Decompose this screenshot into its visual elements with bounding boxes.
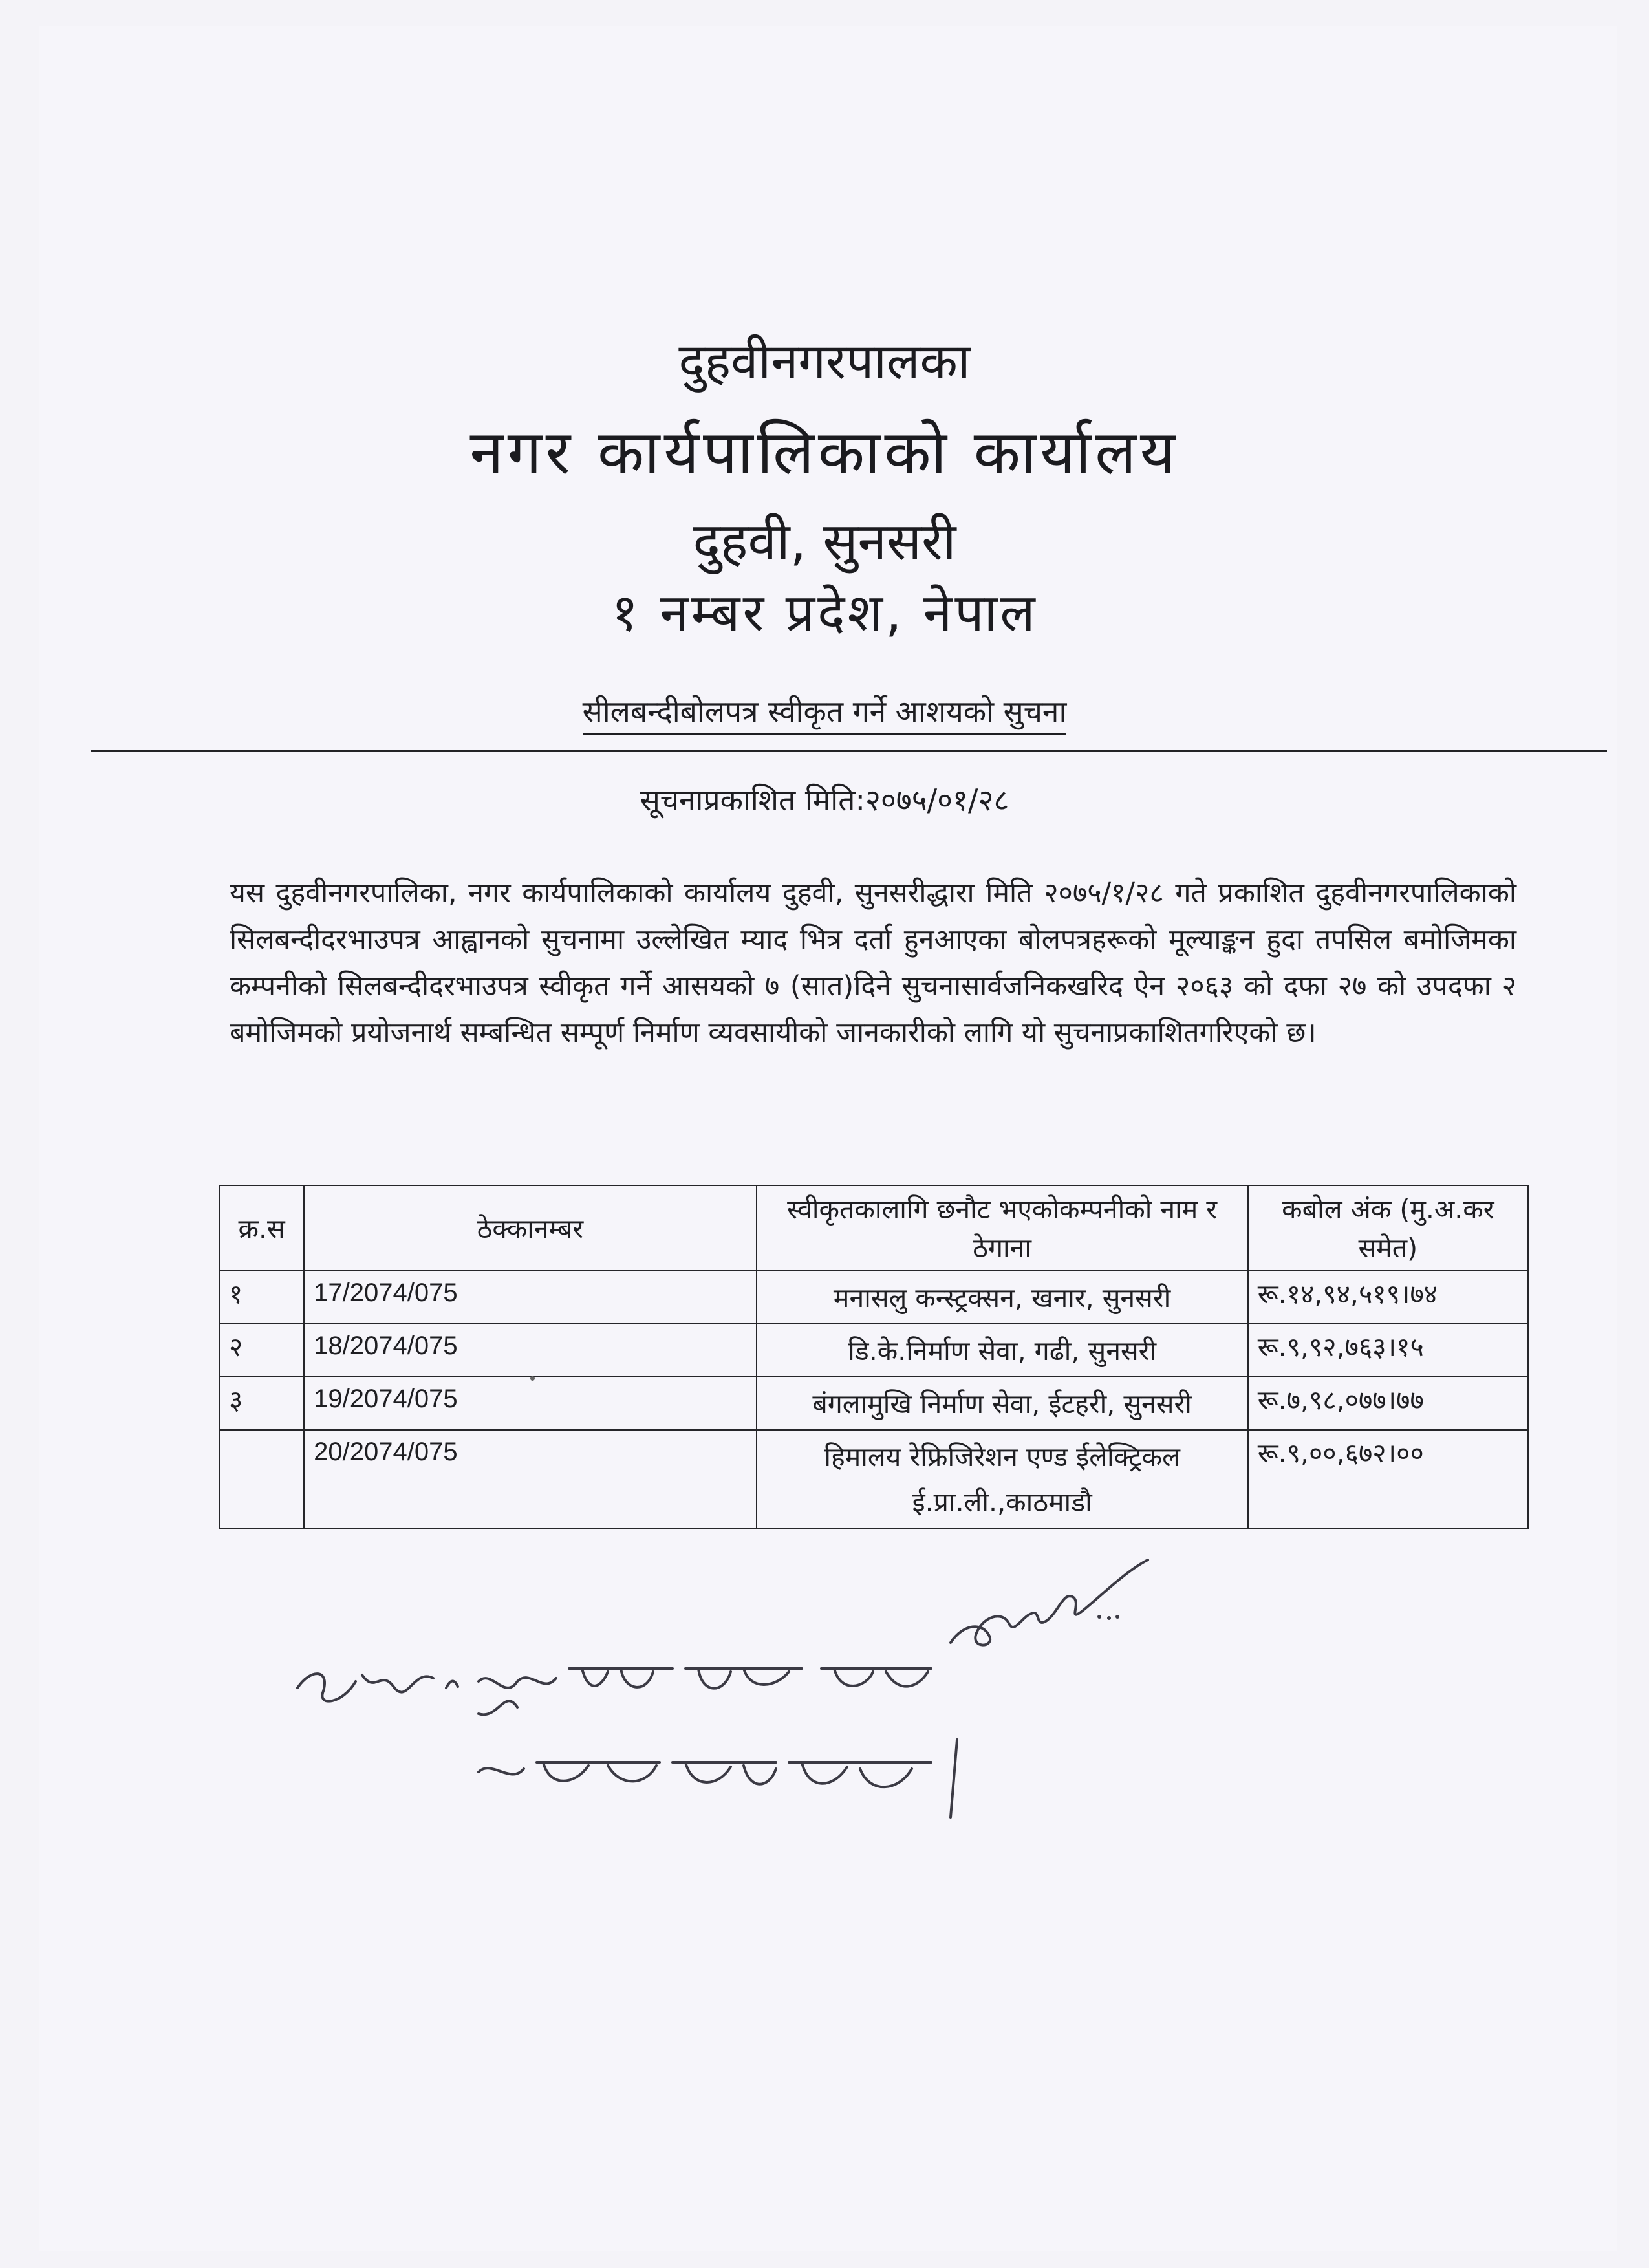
row-amount: रू.७,९८,०७७।७७ bbox=[1248, 1377, 1528, 1430]
row-contract-no: 20/2074/075 bbox=[304, 1430, 756, 1528]
municipality-name: दुहवीनगरपालका bbox=[678, 332, 971, 390]
province-line: १ नम्बर प्रदेश, नेपाल bbox=[611, 583, 1038, 643]
row-sn: २ bbox=[219, 1324, 304, 1377]
row-company: हिमालय रेफ्रिजिरेशन एण्ड ईलेक्ट्रिकल ई.प्रा.ली.,काठमाडौ bbox=[757, 1430, 1248, 1528]
header-company: स्वीकृतकालागि छनौट भएकोकम्पनीको नाम र ठेगाना bbox=[757, 1185, 1248, 1271]
office-name: नगर कार्यपालिकाको कार्यालय bbox=[469, 418, 1180, 488]
signature bbox=[944, 1546, 1151, 1656]
table-row bbox=[219, 1430, 1528, 1528]
handwritten-note bbox=[285, 1643, 1061, 1830]
row-sn: ३ bbox=[219, 1377, 304, 1430]
table-header-row bbox=[219, 1185, 1528, 1271]
table-row bbox=[219, 1324, 1528, 1377]
row-company: बंगलामुखि निर्माण सेवा, ईटहरी, सुनसरी bbox=[757, 1377, 1248, 1430]
row-amount: रू.९,००,६७२।०० bbox=[1248, 1430, 1528, 1528]
row-company: डि.के.निर्माण सेवा, गढी, सुनसरी bbox=[757, 1324, 1248, 1377]
awarded-bids-table bbox=[219, 1185, 1529, 1529]
row-amount: रू.९,९२,७६३।१५ bbox=[1248, 1324, 1528, 1377]
header-contract-no: ठेक्कानम्बर bbox=[304, 1185, 756, 1271]
header-sn: क्र.स bbox=[219, 1185, 304, 1271]
notice-subject-text: सीलबन्दीबोलपत्र स्वीकृत गर्ने आशयको सुचना bbox=[583, 694, 1067, 735]
table-row bbox=[219, 1377, 1528, 1430]
paper-speck bbox=[530, 1376, 535, 1381]
row-contract-no: 17/2074/075 bbox=[304, 1271, 756, 1324]
office-address: दुहवी, सुनसरी bbox=[693, 512, 956, 572]
notice-subject bbox=[0, 691, 1649, 731]
row-amount: रू.१४,९४,५१९।७४ bbox=[1248, 1271, 1528, 1324]
published-date: सूचनाप्रकाशित मिति:२०७५/०१/२८ bbox=[640, 783, 1009, 817]
row-sn bbox=[219, 1430, 304, 1528]
row-sn: १ bbox=[219, 1271, 304, 1324]
row-contract-no: 19/2074/075 bbox=[304, 1377, 756, 1430]
row-contract-no: 18/2074/075 bbox=[304, 1324, 756, 1377]
notice-body: यस दुहवीनगरपालिका, नगर कार्यपालिकाको कार्यालय दुहवी, सुनसरीद्धारा मिति २०७५/१/२८ गते प्रकाशित दुहवीनगरपालिकाको सिलबन्दीदरभाउपत्र आह्वानको सुचनामा उल्लेखित म्याद भित्र दर्ता हुनआएका बोलपत्रहरूको मूल्याङ्कन हुदा तपसिल बमोजिमका कम्पनीको सिलबन्दीदरभाउपत्र स्वीकृत गर्ने आसयको ७ (सात)दिने सुचनासार्वजनिकखरिद ऐन २०६३ को दफा २७ को उपदफा २ बमोजिमको प्रयोजनार्थ सम्बन्धित सम्पूर्ण निर्माण व्यवसायीको जानकारीको लागि यो सुचनाप्रकाशितगरिएको छ। bbox=[230, 877, 1516, 1049]
table-row bbox=[219, 1271, 1528, 1324]
header-amount: कबोल अंक (मु.अ.कर समेत) bbox=[1248, 1185, 1528, 1271]
row-company: मनासलु कन्स्ट्रक्सन, खनार, सुनसरी bbox=[757, 1271, 1248, 1324]
divider bbox=[91, 750, 1607, 752]
